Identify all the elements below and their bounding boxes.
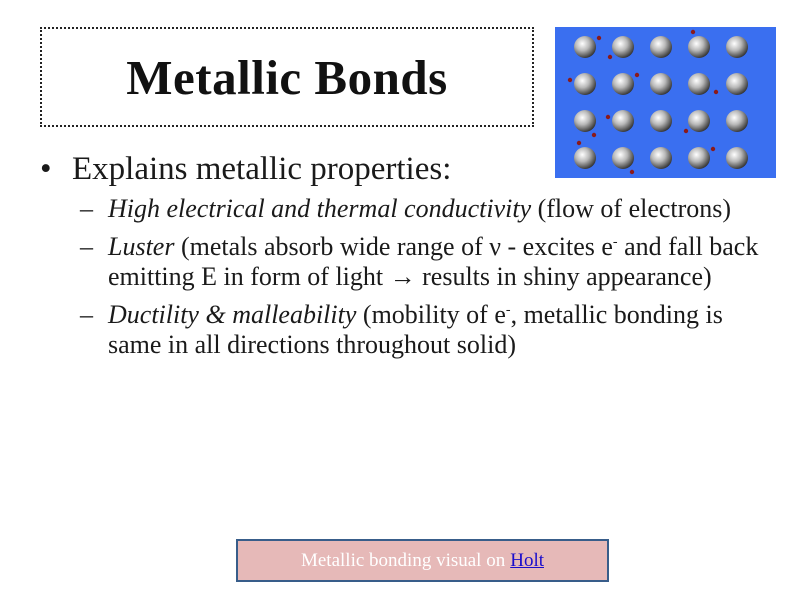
- sub-bullet-luster: [80, 232, 780, 292]
- electron-dot: [568, 78, 572, 82]
- link-box: [236, 539, 609, 582]
- metal-ion: [574, 36, 596, 58]
- sub-bullet-list: [80, 194, 780, 360]
- sub-bullet-text: (flow of electrons): [531, 194, 732, 223]
- metal-ion: [612, 110, 634, 132]
- electron-dot: [577, 141, 581, 145]
- metal-ion: [650, 36, 672, 58]
- bullet-dot-icon: •: [40, 151, 52, 187]
- link-box-label: Metallic bonding visual on: [300, 549, 506, 571]
- electron-dot: [608, 55, 612, 59]
- metal-ion: [688, 73, 710, 95]
- slide-title: Metallic Bonds: [126, 49, 448, 105]
- sub-bullet-term: Ductility & malleability: [108, 300, 357, 329]
- metal-ion: [574, 73, 596, 95]
- metal-ion: [612, 36, 634, 58]
- sub-bullet-text: , metallic bonding is same in all directions throughout solid): [108, 300, 723, 359]
- electron-charge-superscript: -: [505, 302, 511, 318]
- right-arrow-icon: →: [389, 262, 416, 291]
- dash-icon: –: [80, 194, 93, 223]
- electron-dot: [597, 36, 601, 40]
- sub-bullet-text: (metals absorb wide range of ν - excites e: [174, 232, 613, 261]
- metal-ion: [612, 73, 634, 95]
- dash-icon: –: [80, 300, 93, 329]
- electron-dot: [606, 115, 610, 119]
- slide-content: [40, 150, 780, 368]
- metal-ion: [650, 73, 672, 95]
- electron-dot: [592, 133, 596, 137]
- metal-ion: [688, 36, 710, 58]
- dash-icon: –: [80, 232, 93, 261]
- main-bullet-text: Explains metallic properties:: [72, 151, 452, 187]
- sub-bullet-text: and fall back emitting E in form of light: [108, 232, 759, 291]
- sub-bullet-text: (mobility of e: [356, 300, 506, 329]
- metal-ion: [726, 73, 748, 95]
- holt-link[interactable]: Holt: [510, 549, 544, 571]
- metal-ion: [650, 110, 672, 132]
- electron-charge-superscript: -: [612, 234, 618, 250]
- metal-ion: [726, 110, 748, 132]
- electron-dot: [635, 73, 639, 77]
- title-box: [40, 27, 534, 127]
- electron-dot: [691, 30, 695, 34]
- metal-ion: [574, 110, 596, 132]
- electron-dot: [714, 90, 718, 94]
- sub-bullet-text: results in shiny appearance): [415, 262, 712, 291]
- sub-bullet-conductivity: [80, 194, 780, 224]
- electron-dot: [684, 129, 688, 133]
- sub-bullet-ductility: [80, 300, 780, 360]
- sub-bullet-term: High electrical and thermal conductivity: [108, 194, 532, 223]
- metal-ion: [688, 110, 710, 132]
- metal-ion: [726, 36, 748, 58]
- main-bullet: [40, 150, 780, 188]
- sub-bullet-term: Luster: [108, 232, 175, 261]
